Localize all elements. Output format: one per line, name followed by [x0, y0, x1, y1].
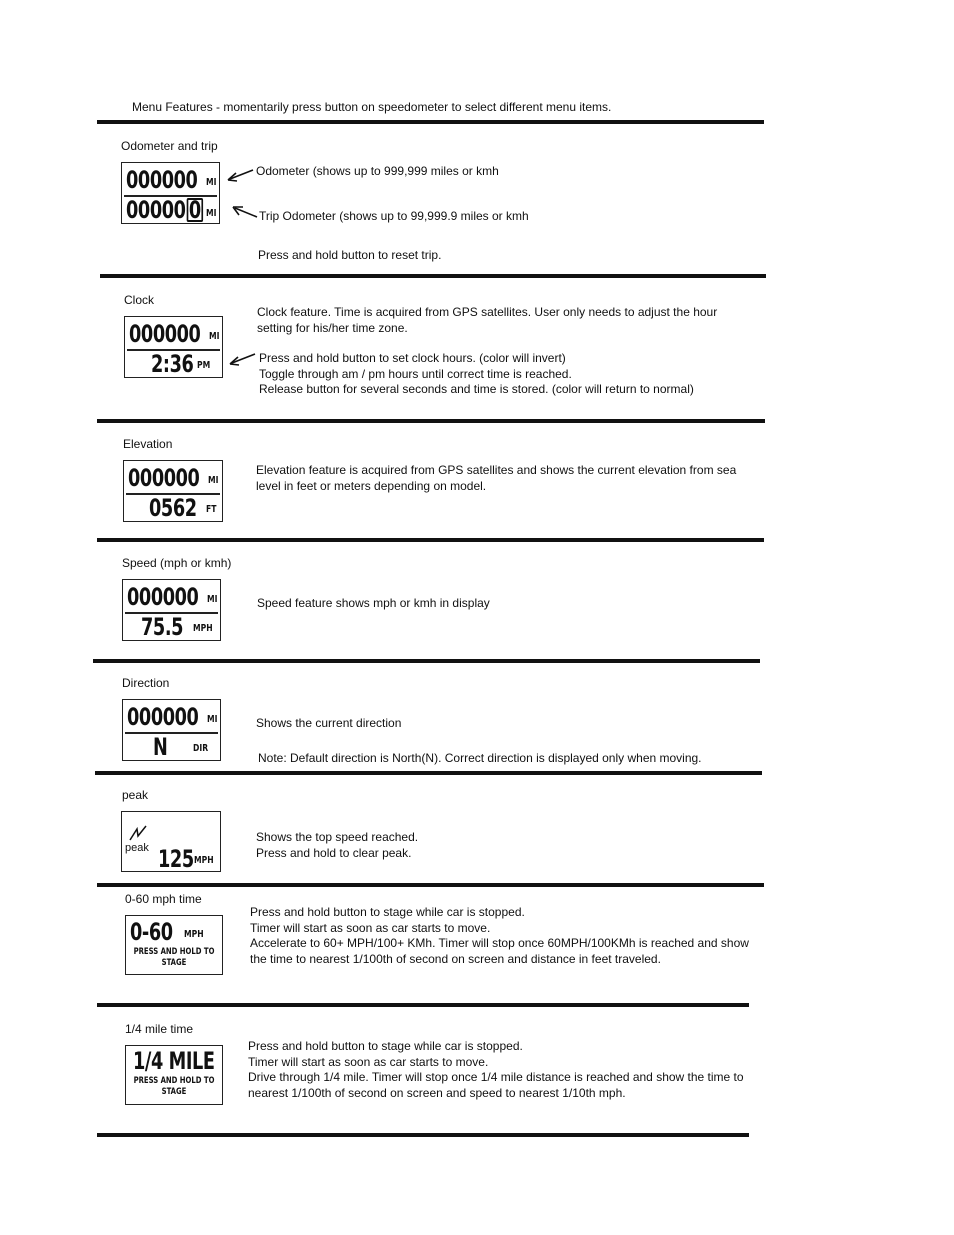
lcd-clock: [124, 316, 223, 378]
lcd-peak-unit: MPH: [194, 855, 214, 866]
clock-desc-line: Clock feature. Time is acquired from GPS satellites. User only needs to adjust the hour: [257, 305, 718, 319]
section-label-odometer: Odometer and trip: [121, 139, 218, 153]
elevation-description: [256, 463, 736, 494]
lcd-separator: [125, 732, 218, 734]
lcd-trip-cursor: 0: [186, 198, 203, 222]
peak-icon: [128, 824, 150, 842]
section-label-clock: Clock: [124, 293, 155, 307]
quarter-mile-desc-line: Drive through 1/4 mile. Timer will stop once 1/4 mile distance is reached and show the time to: [248, 1070, 744, 1084]
lcd-zero-sixty: [125, 915, 223, 975]
lcd-speed-top-unit: MI: [207, 594, 218, 605]
reset-trip-note: Press and hold button to reset trip.: [258, 248, 442, 262]
lcd-direction-unit: DIR: [193, 743, 209, 754]
divider: [97, 419, 765, 423]
clock-step: Release button for several seconds and time is stored. (color will return to normal): [259, 382, 694, 396]
quarter-mile-desc-line: Timer will start as soon as car starts to move.: [248, 1054, 489, 1069]
lcd-zero-sixty-title: 0-60: [130, 918, 173, 946]
elevation-desc-line: level in feet or meters depending on model.: [256, 478, 487, 493]
lcd-elevation-unit: FT: [206, 504, 217, 515]
lcd-clock-time: 2:36: [151, 350, 194, 378]
zero-sixty-desc-line: Accelerate to 60+ MPH/100+ KMh. Timer will stop once 60MPH/100KMh is reached and show: [250, 936, 749, 950]
quarter-mile-desc-line: Press and hold button to stage while car is stopped.: [248, 1039, 523, 1053]
lcd-clock-ampm: PM: [197, 360, 211, 371]
elevation-desc-line: Elevation feature is acquired from GPS satellites and shows the current elevation from sea: [256, 463, 737, 477]
zero-sixty-desc-line: Press and hold button to stage while car is stopped.: [250, 905, 525, 919]
lcd-quarter-mile-sub: PRESS AND HOLD TO: [133, 1076, 215, 1086]
lcd-speed-top: 000000: [127, 583, 199, 611]
section-label-peak: peak: [122, 788, 149, 802]
zero-sixty-desc-line: Timer will start as soon as car starts to move.: [250, 920, 491, 935]
section-label-elevation: Elevation: [123, 437, 173, 451]
lcd-direction: [122, 699, 221, 761]
direction-note: Note: Default direction is North(N). Correct direction is displayed only when moving.: [258, 751, 702, 765]
lcd-elevation-top: 000000: [128, 464, 200, 492]
arrow-icon: [228, 351, 256, 367]
lcd-peak-word: peak: [125, 842, 149, 854]
clock-steps: [259, 351, 694, 398]
quarter-mile-desc-line: nearest 1/100th of second on screen and speed to nearest 1/10th mph.: [248, 1085, 626, 1100]
lcd-zero-sixty-sub: STAGE: [161, 958, 187, 968]
trip-note: Trip Odometer (shows up to 99,999.9 miles or kmh: [259, 209, 529, 223]
lcd-speed-value: 75.5: [141, 613, 184, 641]
zero-sixty-desc-line: the time to nearest 1/100th of second on screen and distance in feet traveled.: [250, 951, 661, 966]
clock-desc-line: setting for his/her time zone.: [257, 320, 408, 335]
lcd-elevation-top-unit: MI: [208, 475, 219, 486]
lcd-quarter-mile-sub: STAGE: [161, 1087, 187, 1097]
lcd-trip-unit: MI: [206, 208, 217, 219]
lcd-quarter-mile-title: 1/4 MILE: [133, 1047, 215, 1075]
clock-step: Press and hold button to set clock hours. (color will invert): [259, 351, 566, 365]
lcd-peak-value: 125: [158, 845, 194, 873]
divider: [97, 538, 764, 542]
lcd-odometer-value: 000000: [126, 166, 198, 194]
divider: [93, 659, 760, 663]
divider: [97, 1003, 749, 1007]
lcd-speed: [122, 579, 221, 641]
lcd-trip-value: [126, 197, 203, 223]
page-header: Menu Features - momentarily press button on speedometer to select different menu items.: [132, 100, 612, 114]
lcd-clock-top: 000000: [129, 320, 201, 348]
clock-description: [257, 305, 717, 336]
direction-description: Shows the current direction: [256, 716, 402, 730]
lcd-zero-sixty-sub: PRESS AND HOLD TO: [133, 947, 215, 957]
arrow-icon: [226, 167, 254, 183]
lcd-odometer-unit: MI: [206, 177, 217, 188]
clock-step: Toggle through am / pm hours until correct time is reached.: [259, 366, 572, 381]
lcd-speed-unit: MPH: [193, 623, 213, 634]
section-label-quarter-mile: 1/4 mile time: [125, 1022, 194, 1036]
lcd-elevation: [123, 460, 223, 522]
odometer-note: Odometer (shows up to 999,999 miles or kmh: [256, 164, 499, 178]
lcd-zero-sixty-unit: MPH: [184, 929, 204, 940]
section-label-speed: Speed (mph or kmh): [122, 556, 232, 570]
peak-desc-line: Press and hold to clear peak.: [256, 845, 412, 860]
section-label-direction: Direction: [122, 676, 170, 690]
lcd-clock-top-unit: MI: [209, 331, 220, 342]
speed-description: Speed feature shows mph or kmh in display: [257, 596, 490, 610]
lcd-trip-digits: 00000: [126, 196, 186, 224]
zero-sixty-description: [250, 905, 749, 967]
divider: [97, 883, 764, 887]
lcd-odometer: [121, 162, 220, 224]
lcd-quarter-mile: [125, 1045, 223, 1105]
lcd-direction-value: N: [153, 733, 168, 761]
arrow-icon: [231, 205, 259, 221]
section-label-zero-sixty: 0-60 mph time: [125, 892, 202, 906]
divider: [97, 1133, 749, 1137]
peak-desc-line: Shows the top speed reached.: [256, 830, 419, 844]
lcd-direction-top-unit: MI: [207, 714, 218, 725]
lcd-direction-top: 000000: [127, 703, 199, 731]
divider: [97, 120, 764, 124]
divider: [95, 771, 762, 775]
quarter-mile-description: [248, 1039, 744, 1101]
lcd-elevation-value: 0562: [149, 494, 197, 522]
lcd-peak: [121, 811, 221, 872]
peak-description: [256, 830, 418, 861]
divider: [100, 274, 766, 278]
